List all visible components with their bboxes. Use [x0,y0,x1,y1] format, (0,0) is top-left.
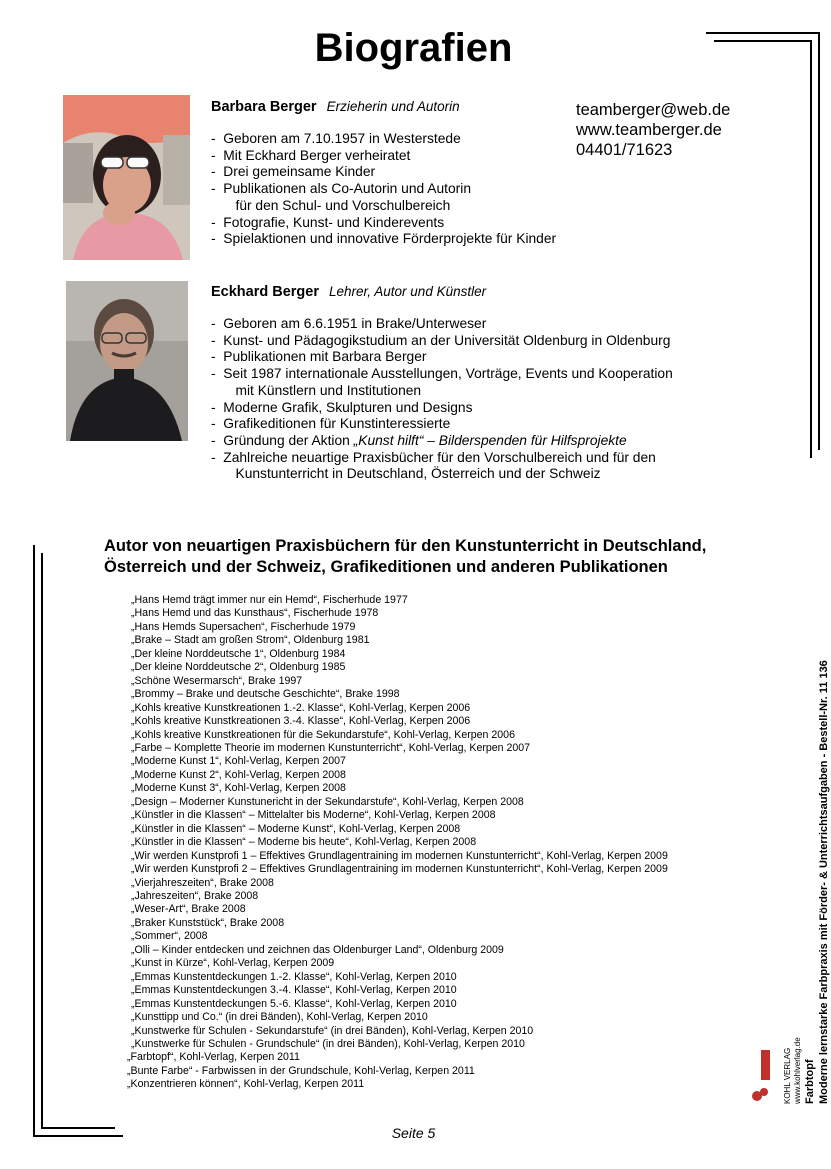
list-item: - Zahlreiche neuartige Praxisbücher für den Vorschulbereich und für den Kunstunterricht in Deutschland, Österreich und der Schweiz [211,449,656,482]
publication-item: „Jahreszeiten“, Brake 2008 [131,889,259,902]
publication-item: „Wir werden Kunstprofi 2 – Effektives Grundlagentraining im modernen Kunstunterricht“, Kohl-Verlag, Kerpen 2009 [131,863,668,876]
publications-heading: Autor von neuartigen Praxisbüchern für den Kunstunterricht in Deutschland, Österreich und der Schweiz, Grafikeditionen und anderen Publikationen [104,537,707,576]
person-role: Erzieherin und Autorin [326,99,460,114]
frame-top-right-h2 [714,40,812,42]
list-item-aktion [211,433,691,450]
frame-bottom-left-v1 [33,545,35,1137]
publication-item: „Kohls kreative Kunstkreationen für die Sekundarstufe“, Kohl-Verlag, Kerpen 2006 [131,728,515,741]
list-item: - Geboren am 7.10.1957 in Westerstede [211,131,461,146]
publication-item: „Emmas Kunstentdeckungen 5.-6. Klasse“, Kohl-Verlag, Kerpen 2010 [131,997,457,1010]
side-subtitle: Moderne lernstarke Farbpraxis mit Förder- & Unterrichtsaufgaben - Bestell-Nr. 11 136 [818,660,830,1104]
list-item: - Grafikeditionen für Kunstinteressierte [211,416,451,432]
list-item: - Publikationen als Co-Autorin und Autorin für den Schul- und Vorschulbereich [211,181,471,213]
publisher-url: www.kohlverlag.de [793,1037,802,1104]
publication-item: „Künstler in die Klassen“ – Moderne bis heute“, Kohl-Verlag, Kerpen 2008 [131,836,477,849]
publication-item: „Design – Moderner Kunstunericht in der Sekundarstufe“, Kohl-Verlag, Kerpen 2008 [131,795,524,808]
page-title: Biografien [314,26,513,70]
publication-item: „Brake – Stadt am großen Strom“, Oldenburg 1981 [131,634,370,647]
frame-top-right-v1 [810,40,812,458]
frame-top-right-v2 [818,32,820,450]
bio-header-barbara [211,98,460,116]
publication-item: „Hans Hemds Supersachen“, Fischerhude 1979 [131,620,356,633]
aktion-title: „Kunst hilft“ – Bilderspenden für Hilfsprojekte [353,432,627,448]
contact-email: teamberger@web.de [576,101,731,119]
publication-item: „Bunte Farbe“ - Farbwissen in der Grundschule, Kohl-Verlag, Kerpen 2011 [127,1064,475,1077]
list-item: - Publikationen mit Barbara Berger [211,349,427,365]
publication-item: „Künstler in die Klassen“ – Mittelalter bis Moderne“, Kohl-Verlag, Kerpen 2008 [131,809,496,822]
publication-item: „Farbe – Komplette Theorie im modernen Kunstunterricht“, Kohl-Verlag, Kerpen 2007 [131,741,531,754]
person-name: Barbara Berger [211,99,317,115]
publication-item: „Weser-Art“, Brake 2008 [131,903,246,916]
publication-item: „Der kleine Norddeutsche 2“, Oldenburg 1985 [131,661,346,674]
publication-item: „Moderne Kunst 3“, Kohl-Verlag, Kerpen 2008 [131,782,346,795]
publication-item: „Kunstwerke für Schulen - Grundschule“ (in drei Bänden), Kohl-Verlag, Kerpen 2010 [131,1037,525,1050]
portrait-man-image [66,281,188,441]
portrait-woman-image [63,95,190,260]
publication-item: „Moderne Kunst 1“, Kohl-Verlag, Kerpen 2007 [131,755,346,768]
frame-bottom-left-v2 [41,553,43,1129]
bio-list-barbara [211,131,571,248]
contact-block [576,100,730,160]
publication-item: „Wir werden Kunstprofi 1 – Effektives Grundlagentraining im modernen Kunstunterricht“, Kohl-Verlag, Kerpen 2009 [131,849,668,862]
publication-item: „Schöne Wesermarsch“, Brake 1997 [131,674,303,687]
publication-item: „Sommer“, 2008 [131,930,208,943]
publisher-name [783,1037,803,1104]
publication-item: „Braker Kunststück“, Brake 2008 [131,916,285,929]
publisher-logo-icon [749,1046,771,1104]
list-item: - Drei gemeinsame Kinder [211,164,376,180]
publication-item: „Kunst in Kürze“, Kohl-Verlag, Kerpen 2009 [131,957,335,970]
frame-top-right-h1 [706,32,820,34]
publication-item: „Hans Hemd und das Kunsthaus“, Fischerhude 1978 [131,607,379,620]
contact-website: www.teamberger.de [576,121,722,139]
list-item: - Seit 1987 internationale Ausstellungen, Vorträge, Events und Kooperation mit Künstlern und Institutionen [211,366,673,398]
publication-item: „Emmas Kunstentdeckungen 1.-2. Klasse“, Kohl-Verlag, Kerpen 2010 [131,970,457,983]
publication-item: „Olli – Kinder entdecken und zeichnen das Oldenburger Land“, Oldenburg 2009 [131,943,504,956]
person-name: Eckhard Berger [211,284,319,300]
list-item: - Spielaktionen und innovative Förderprojekte für Kinder [211,231,557,247]
list-item: - Moderne Grafik, Skulpturen und Designs [211,399,473,415]
person-role: Lehrer, Autor und Künstler [329,284,487,299]
publication-item: „Konzentrieren können“, Kohl-Verlag, Kerpen 2011 [127,1078,365,1091]
list-item: - Kunst- und Pädagogikstudium an der Universität Oldenburg in Oldenburg [211,332,671,348]
publication-item: „Kunstwerke für Schulen - Sekundarstufe“ (in drei Bänden), Kohl-Verlag, Kerpen 2010 [131,1024,534,1037]
bio-header-eckhard [211,283,486,301]
list-item: - Fotografie, Kunst- und Kinderevents [211,214,445,230]
list-item: - Geboren am 6.6.1951 in Brake/Unterweser [211,316,487,331]
publication-item: „Farbtopf“, Kohl-Verlag, Kerpen 2011 [127,1051,300,1064]
aktion-prefix: - Gründung der Aktion [211,432,354,448]
publication-item: „Der kleine Norddeutsche 1“, Oldenburg 1984 [131,647,346,660]
publication-item: „Künstler in die Klassen“ – Moderne Kunst“, Kohl-Verlag, Kerpen 2008 [131,822,461,835]
publication-item: „Kohls kreative Kunstkreationen 1.-2. Klasse“, Kohl-Verlag, Kerpen 2006 [131,701,471,714]
publication-item: „Kohls kreative Kunstkreationen 3.-4. Klasse“, Kohl-Verlag, Kerpen 2006 [131,715,471,728]
photo-eckhard-berger [66,281,188,441]
side-title: Farbtopf [804,1059,816,1104]
publisher-label: KOHL VERLAG [783,1047,792,1104]
publication-item: „Moderne Kunst 2“, Kohl-Verlag, Kerpen 2008 [131,768,346,781]
contact-phone: 04401/71623 [576,141,673,159]
publication-item: „Emmas Kunstentdeckungen 3.-4. Klasse“, Kohl-Verlag, Kerpen 2010 [131,984,457,997]
publication-item: „Brommy – Brake und deutsche Geschichte“, Brake 1998 [131,688,400,701]
publication-item: „Vierjahreszeiten“, Brake 2008 [131,876,274,889]
list-item: - Mit Eckhard Berger verheiratet [211,147,411,163]
page-number: Seite 5 [391,1125,436,1141]
publications-list [127,594,751,1092]
publication-item: „Hans Hemd trägt immer nur ein Hemd“, Fischerhude 1977 [131,594,408,606]
bio-list-eckhard [211,316,691,483]
publication-item: „Kunsttipp und Co.“ (in drei Bänden), Kohl-Verlag, Kerpen 2010 [131,1011,428,1024]
publisher-logo [749,1046,771,1104]
photo-barbara-berger [63,95,190,260]
